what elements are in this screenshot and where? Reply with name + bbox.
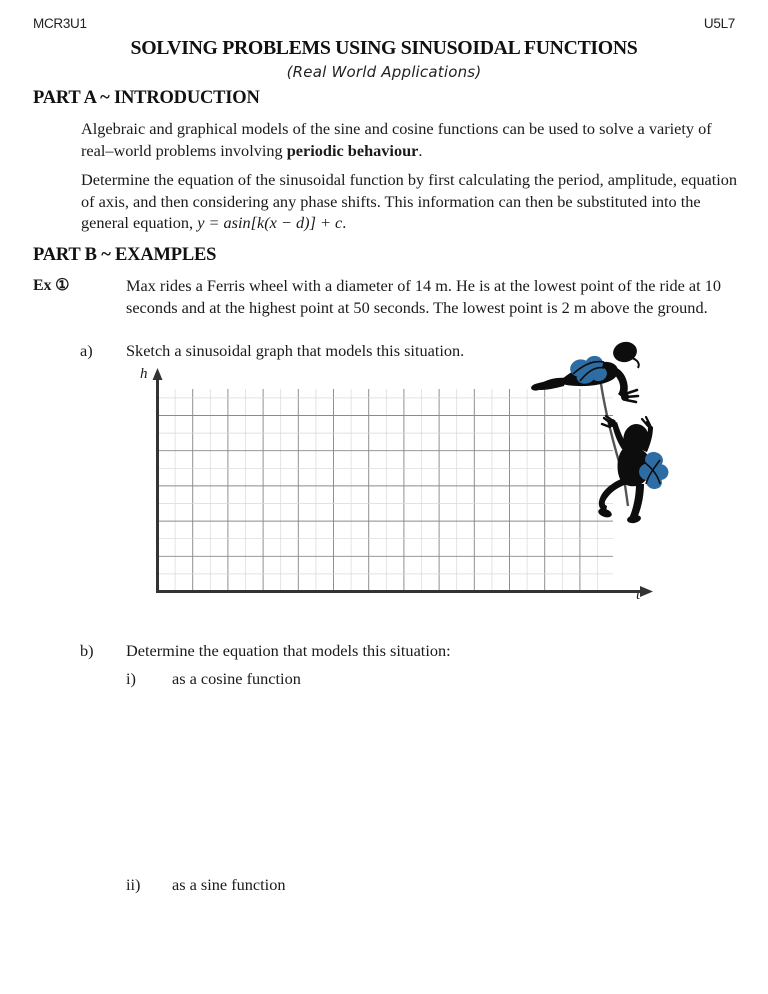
x-axis-label: t: [636, 587, 641, 603]
item-b-text: Determine the equation that models this situation:: [126, 641, 451, 660]
part-a-paragraph-1: [81, 118, 741, 161]
part-a-paragraph-2: [81, 169, 741, 234]
rock-climbers-illustration: [528, 338, 678, 533]
y-axis-label: h: [140, 366, 148, 382]
example-text: Max rides a Ferris wheel with a diameter of 14 m. He is at the lowest point of the ride at 10 seconds and at the highest point at 50 seconds. The lowest point is 2 m above the ground.: [126, 276, 722, 317]
periodic-behaviour-emphasis: periodic behaviour: [286, 140, 419, 160]
paragraph-1-lead: Algebraic and graphical models of the sine and cosine functions can be used to solve a variety of real–world problems involving: [81, 119, 712, 160]
running-head: [33, 16, 735, 31]
paragraph-2-tail: .: [342, 213, 347, 232]
climber-ascending-rope: [597, 416, 670, 524]
general-equation: y = asin[k(x − d)] + c: [197, 213, 343, 232]
sub-item-i-text: as a cosine function: [172, 669, 301, 688]
example-label: Ex ①: [33, 277, 70, 294]
part-b-heading: PART B ~ EXAMPLES: [33, 245, 217, 265]
item-a-text: Sketch a sinusoidal graph that models this situation.: [126, 341, 465, 360]
item-b-letter: b): [80, 641, 94, 660]
sub-item-ii-letter: ii): [126, 875, 141, 894]
paragraph-1-tail: .: [418, 140, 423, 160]
climber-on-ledge: [530, 339, 639, 402]
part-a-heading: PART A ~ INTRODUCTION: [33, 88, 260, 108]
sub-item-i-letter: i): [126, 669, 136, 688]
document-subtitle: (Real World Applications): [286, 63, 482, 81]
course-code: MCR3U1: [33, 16, 87, 31]
item-a-letter: a): [80, 341, 93, 360]
sub-item-ii-text: as a sine function: [172, 875, 286, 894]
document-title: SOLVING PROBLEMS USING SINUSOIDAL FUNCTIONS: [130, 37, 638, 59]
unit-code: U5L7: [703, 16, 735, 31]
paragraph-2-lead: Determine the equation of the sinusoidal function by first calculating the period, amplitude, equation of axis, and then considering any phase shifts. This information can then be substituted into the general equation,: [81, 170, 738, 232]
